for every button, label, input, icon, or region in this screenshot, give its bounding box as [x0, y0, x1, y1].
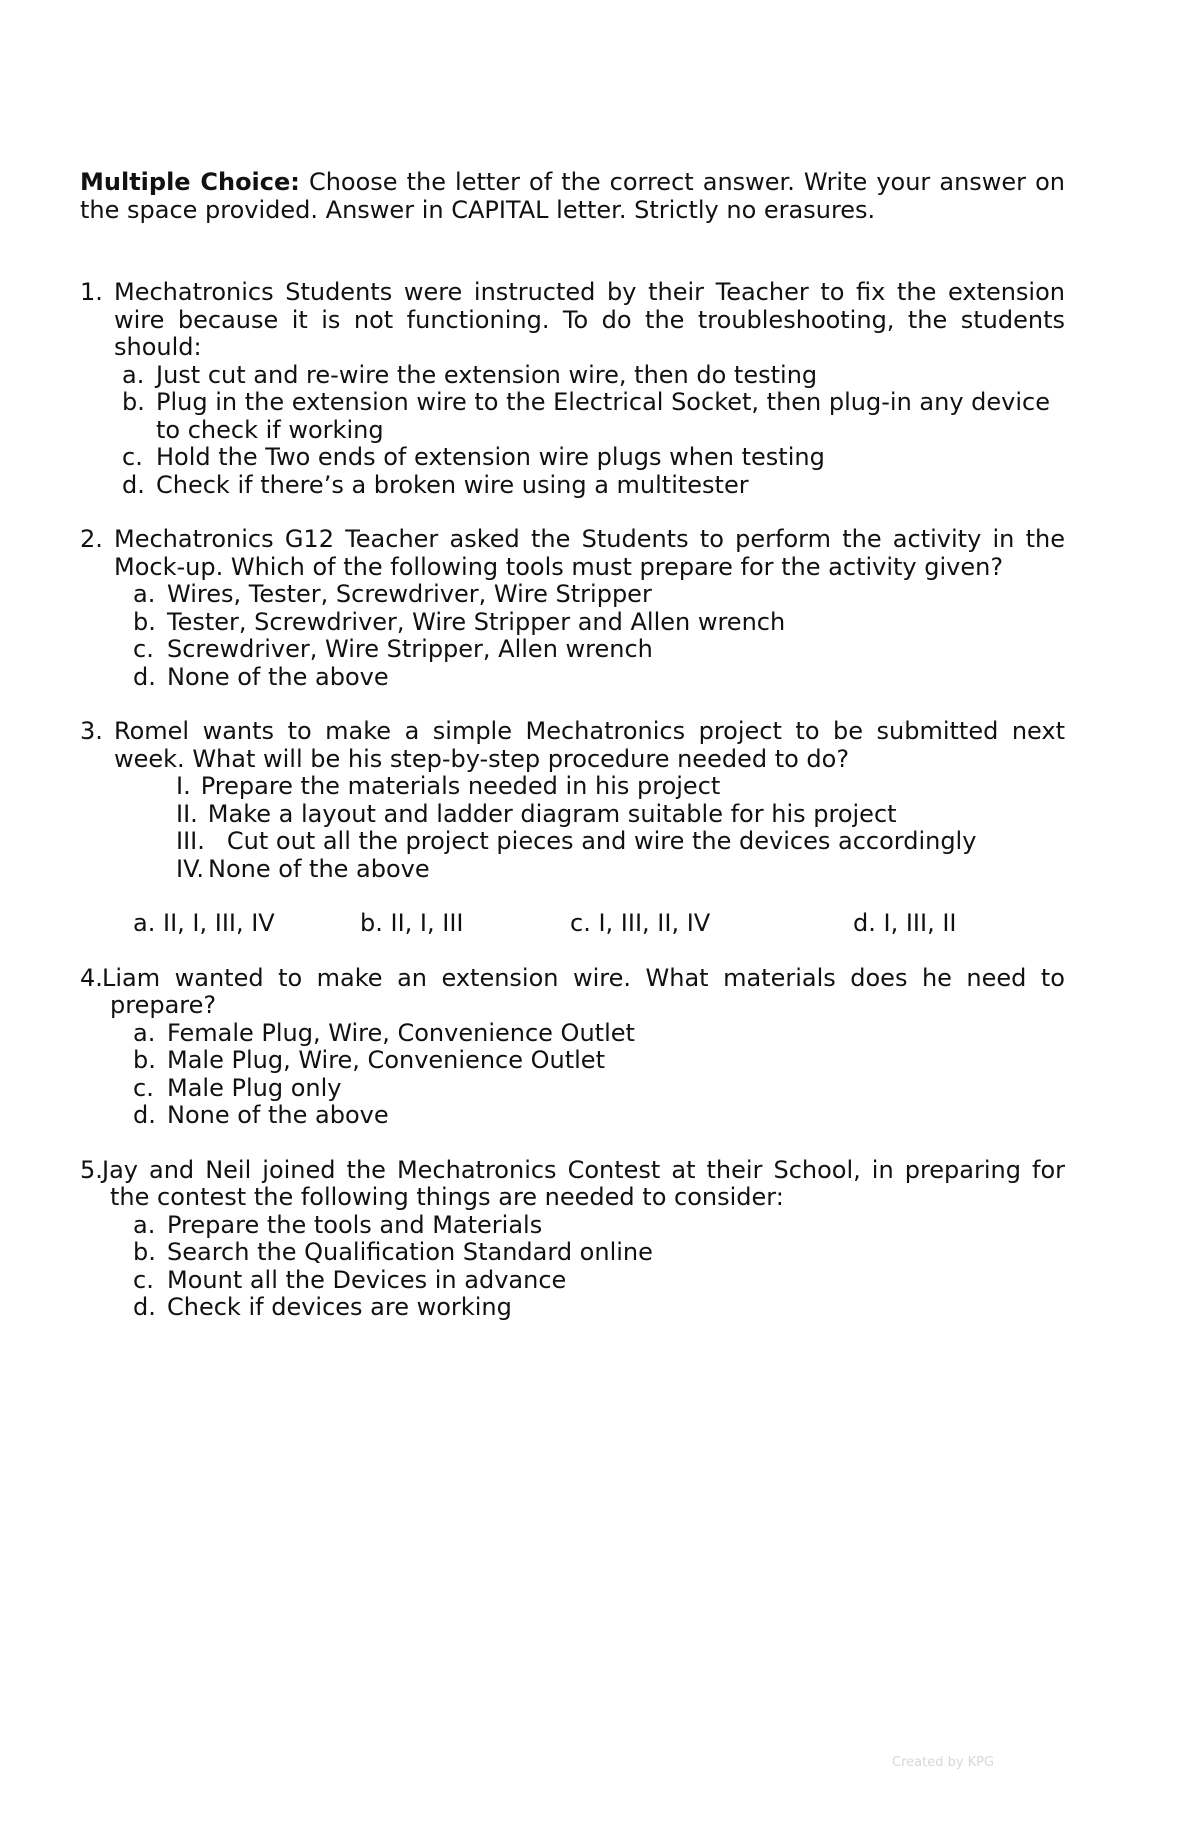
question-number: 5. — [80, 1155, 103, 1184]
choice-letter: c. — [133, 1073, 154, 1102]
roman-number: IV. — [176, 854, 205, 883]
question-number: 4. — [80, 963, 103, 992]
choice-list — [80, 581, 1065, 691]
choice-c — [80, 1267, 1065, 1295]
choice-text: I, III, II — [883, 909, 957, 937]
choice-letter: c. — [122, 443, 143, 471]
choice-letter: d. — [133, 1101, 156, 1129]
choice-letter: b. — [360, 909, 383, 937]
choice-letter: d. — [853, 909, 876, 937]
choice-letter: a. — [133, 580, 156, 608]
worksheet-page — [80, 169, 1065, 1349]
choice-d — [80, 1102, 1065, 1130]
choice-letter: b. — [133, 607, 156, 636]
choice-letter: b. — [122, 388, 145, 416]
question-4-stem — [80, 965, 1065, 1020]
choice-c — [570, 910, 853, 938]
question-text: Romel wants to make a simple Mechatronics project to be submitted next week. What will be his step-by-step procedure needed to do? — [114, 717, 1065, 773]
choice-letter: c. — [133, 1265, 154, 1294]
choice-letter: a. — [133, 909, 156, 937]
question-text: Mechatronics Students were instructed by their Teacher to fix the extension wire because it is not functioning. To do the troubleshooting, the students should: — [114, 278, 1065, 361]
roman-number: III. — [176, 827, 205, 855]
choice-b — [360, 910, 570, 938]
choice-letter: b. — [133, 1046, 156, 1074]
choice-text: Male Plug, Wire, Convenience Outlet — [167, 1046, 605, 1074]
question-1-stem — [80, 279, 1065, 362]
watermark: Created by KPG — [892, 1755, 995, 1770]
choice-letter: d. — [122, 470, 145, 499]
question-1 — [80, 279, 1065, 499]
roman-text: Cut out all the project pieces and wire the devices accordingly — [226, 827, 977, 855]
inline-choice-row — [80, 910, 1065, 938]
roman-number: I. — [176, 772, 191, 800]
choice-d — [80, 472, 1065, 500]
choice-text: Prepare the tools and Materials — [167, 1210, 543, 1239]
choice-text: II, I, III — [390, 909, 464, 937]
choice-list — [80, 1212, 1065, 1322]
choice-d — [853, 910, 957, 938]
roman-item-1 — [80, 773, 1065, 801]
choice-a — [80, 1212, 1065, 1240]
choice-list — [80, 362, 1065, 500]
choice-b — [80, 389, 1065, 444]
choice-text: None of the above — [167, 1101, 389, 1129]
choice-a — [80, 581, 1065, 609]
question-3 — [80, 718, 1065, 938]
question-5-stem — [80, 1157, 1065, 1212]
choice-d — [80, 664, 1065, 692]
choice-text: Just cut and re-wire the extension wire, then do testing — [156, 360, 818, 389]
choice-letter: a. — [122, 360, 145, 389]
question-number: 1. — [80, 278, 103, 306]
choice-text: I, III, II, IV — [598, 909, 711, 937]
choice-text: Screwdriver, Wire Stripper, Allen wrench — [167, 635, 653, 663]
roman-item-2 — [80, 801, 1065, 829]
choice-letter: a. — [133, 1210, 156, 1239]
choice-b — [80, 1047, 1065, 1075]
roman-item-3 — [80, 828, 1065, 856]
question-4 — [80, 965, 1065, 1130]
question-3-stem — [80, 718, 1065, 773]
choice-c — [80, 1075, 1065, 1103]
choice-text: Hold the Two ends of extension wire plugs when testing — [156, 443, 825, 471]
question-2 — [80, 526, 1065, 691]
choice-a — [80, 1020, 1065, 1048]
question-text: Mechatronics G12 Teacher asked the Students to perform the activity in the Mock-up. Which of the following tools must prepare for the activity given? — [114, 525, 1065, 581]
choice-text: Plug in the extension wire to the Electrical Socket, then plug-in any device to check if working — [156, 388, 1050, 444]
choice-b — [80, 609, 1065, 637]
roman-text: Prepare the materials needed in his project — [200, 772, 721, 800]
choice-text: II, I, III, IV — [162, 909, 275, 937]
choice-a — [80, 362, 1065, 390]
question-number: 3. — [80, 717, 103, 745]
choice-c — [80, 444, 1065, 472]
roman-text: Make a layout and ladder diagram suitable for his project — [207, 799, 897, 828]
choice-letter: a. — [133, 1018, 156, 1047]
choice-list — [80, 1020, 1065, 1130]
instructions — [80, 169, 1065, 224]
roman-item-4 — [80, 856, 1065, 884]
roman-list — [80, 773, 1065, 883]
choice-text: Check if devices are working — [167, 1293, 512, 1321]
choice-letter: b. — [133, 1238, 156, 1266]
question-text: Liam wanted to make an extension wire. What materials does he need to prepare? — [102, 963, 1065, 1019]
choice-text: Search the Qualification Standard online — [167, 1238, 653, 1266]
choice-text: None of the above — [167, 662, 389, 691]
choice-text: Tester, Screwdriver, Wire Stripper and Allen wrench — [167, 607, 786, 636]
question-2-stem — [80, 526, 1065, 581]
choice-a — [133, 910, 360, 938]
choice-text: Mount all the Devices in advance — [167, 1265, 567, 1294]
choice-letter: c. — [133, 635, 154, 663]
question-number: 2. — [80, 525, 103, 553]
choice-d — [80, 1294, 1065, 1322]
question-text: Jay and Neil joined the Mechatronics Contest at their School, in preparing for the contest the following things are needed to consider: — [102, 1155, 1065, 1211]
question-5 — [80, 1157, 1065, 1322]
choice-letter: d. — [133, 662, 156, 691]
choice-text: Wires, Tester, Screwdriver, Wire Stripper — [167, 580, 652, 608]
instructions-label: Multiple Choice: — [80, 168, 300, 196]
choice-text: Check if there’s a broken wire using a multitester — [156, 470, 749, 499]
roman-number: II. — [176, 799, 198, 828]
choice-text: Female Plug, Wire, Convenience Outlet — [167, 1018, 635, 1047]
roman-text: None of the above — [208, 854, 430, 883]
instructions-text: Choose the letter of the correct answer. Write your answer on the space provided. Answer in CAPITAL letter. Strictly no erasures. — [80, 168, 1065, 224]
choice-b — [80, 1239, 1065, 1267]
choice-text: Male Plug only — [167, 1073, 342, 1102]
choice-c — [80, 636, 1065, 664]
choice-letter: d. — [133, 1293, 156, 1321]
choice-letter: c. — [570, 909, 591, 937]
